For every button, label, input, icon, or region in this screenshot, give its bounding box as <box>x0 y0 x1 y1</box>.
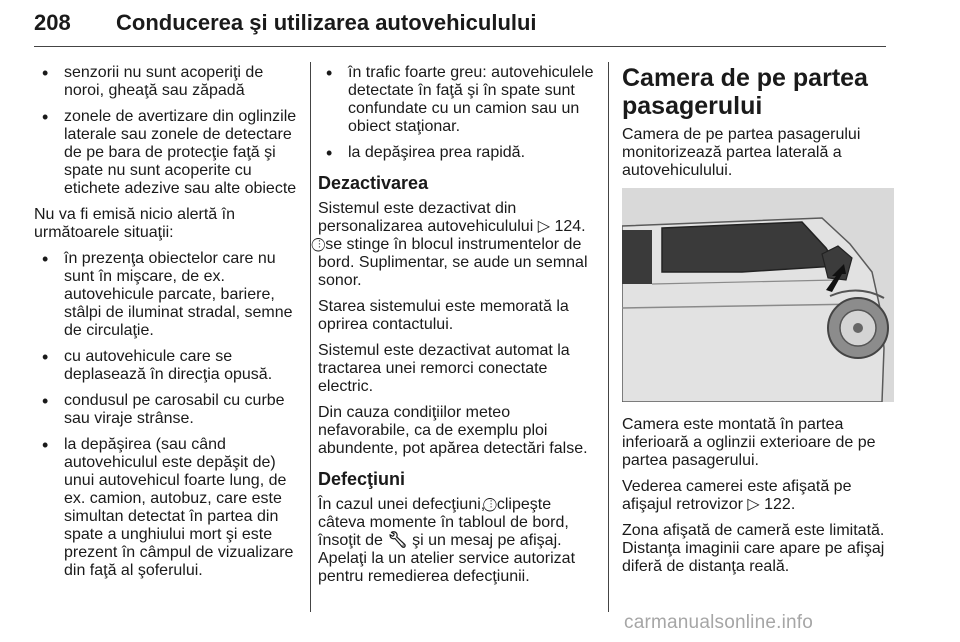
blind-spot-icon: ⫶⃝ <box>489 499 493 511</box>
paragraph-text: şi un mesaj pe afişaj. Apelaţi la un atelier service autorizat pentru remedierea defecţiunii. <box>318 532 576 585</box>
paragraph: Camera de pe partea pasagerului monitorizează partea laterală a autovehiculului. <box>622 126 861 179</box>
paragraph <box>318 200 600 290</box>
section-heading: Defecţiuni <box>318 469 406 489</box>
paragraph: Nu va fi emisă nicio alertă în următoarele situaţii: <box>34 206 235 241</box>
paragraph <box>318 496 600 586</box>
paragraph: Starea sistemului este memorată la oprirea contactului. <box>318 298 569 333</box>
paragraph: Din cauza condiţiilor meteo nefavorabile, ca de exemplu ploi abundente, pot apărea detectări false. <box>318 404 588 457</box>
section-heading: Dezactivarea <box>318 173 429 193</box>
paragraph-text: În cazul unei defecţiuni, <box>318 496 486 513</box>
list-item: • condusul pe carosabil cu curbe sau viraje strânse. <box>34 392 304 428</box>
list-item: • la depăşirea prea rapidă. <box>318 144 600 162</box>
list-item: • în prezenţa obiectelor care nu sunt în mişcare, de ex. autovehicule parcate, bariere, stâlpi de iluminat stradal, semne de circulaţie. <box>34 250 304 340</box>
column-3 <box>622 64 894 584</box>
page-number: 208 <box>34 10 71 35</box>
column-1 <box>34 64 304 588</box>
chapter-title: Conducerea şi utilizarea autovehiculului <box>116 10 537 35</box>
paragraph: Zona afişată de cameră este limitată. Distanţa imaginii care apare pe afişaj diferă de distanţa reală. <box>622 522 885 575</box>
list-item: • zonele de avertizare din oglinzile laterale sau zonele de detectare de pe bara de protecţie faţă şi spate nu sunt acoperite cu etichete adezive sau alte obiecte <box>34 108 304 198</box>
wrench-icon: 🔧︎ <box>387 532 408 549</box>
list-item: • senzorii nu sunt acoperiţi de noroi, gheaţă sau zăpadă <box>34 64 304 100</box>
column-2 <box>318 64 600 594</box>
paragraph: Camera este montată în partea inferioară a oglinzii exterioare de pe partea pasagerului. <box>622 416 876 469</box>
list-item: • la depăşirea (sau când autovehiculul este depăşit de) unui autovehicul foarte lung, de ex. camion, autobuz, care este simultan detectat în partea din spate a unghiului mort şi este prezent în câmpul de vizualizare din faţă al şoferului. <box>34 436 304 580</box>
section-heading: Camera de pe partea pasagerului <box>622 64 868 120</box>
paragraph-text: se stinge în blocul instrumentelor de bord. Suplimentar, se aude un semnal sonor. <box>318 236 588 289</box>
vehicle-side-photo <box>622 188 894 402</box>
column-divider <box>608 62 609 612</box>
paragraph: Vederea camerei este afişată pe afişajul retrovizor ▷ 122. <box>622 478 852 513</box>
list-item: • cu autovehicule care se deplasează în direcţia opusă. <box>34 348 304 384</box>
watermark: carmanualsonline.info <box>624 612 814 633</box>
column-divider <box>310 62 311 612</box>
blind-spot-icon: ⫶⃝ <box>318 239 321 251</box>
page-header <box>34 6 886 47</box>
paragraph: Sistemul este dezactivat automat la tractarea unei remorci conectate electric. <box>318 342 570 395</box>
paragraph-text: clipeşte câteva momente în tabloul de bord, însoţit de <box>318 496 569 549</box>
list-item: • în trafic foarte greu: autovehiculele detectate în faţă şi în spate sunt confundate cu un camion sau un obiect staţionar. <box>318 64 600 136</box>
paragraph-text: Sistemul este dezactivat din personalizarea autovehiculului ▷ 124. <box>318 200 586 235</box>
